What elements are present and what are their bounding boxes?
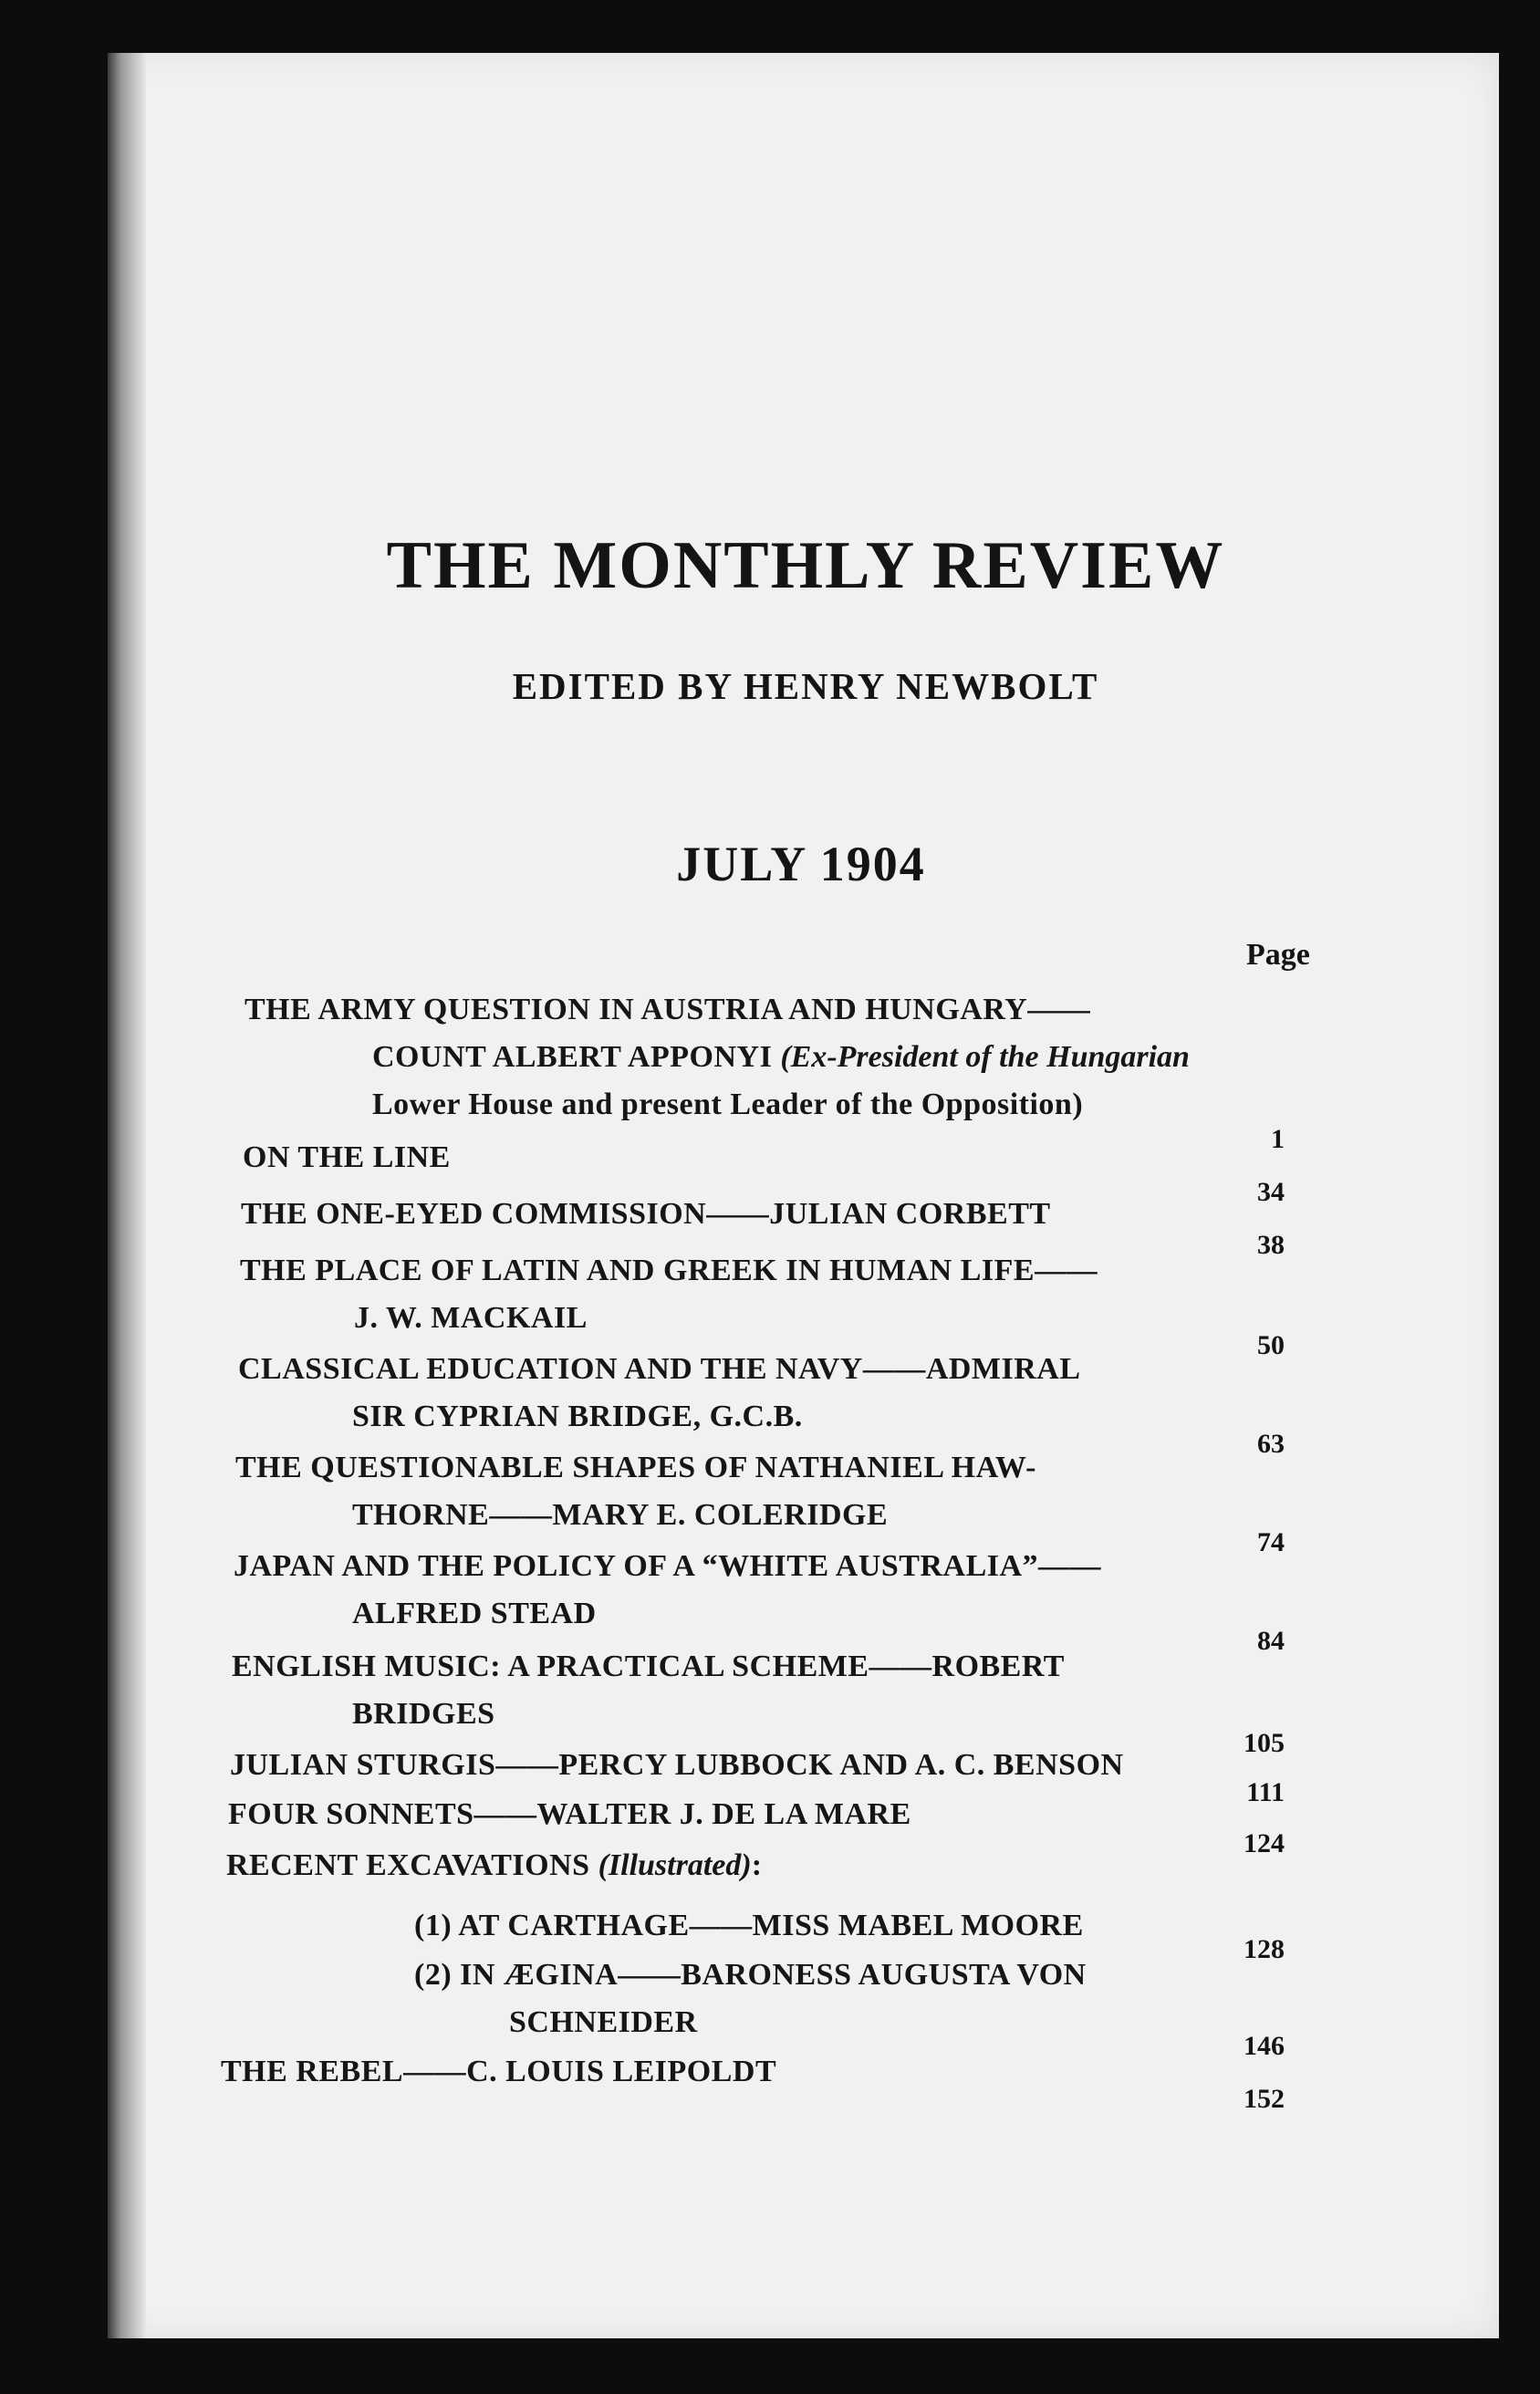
toc-entry-1-note: (Ex-President of the Hungarian bbox=[780, 1040, 1190, 1074]
toc-entry-9-page: 111 bbox=[1246, 1777, 1285, 1807]
page-gutter-shadow bbox=[108, 53, 146, 2338]
toc-entry-4-line-2: J. W. MACKAIL bbox=[354, 1301, 588, 1335]
toc-entry-11-colon: : bbox=[751, 1848, 763, 1882]
toc-entry-2-line-1: ON THE LINE bbox=[243, 1140, 451, 1174]
toc-entry-13-line-2: SCHNEIDER bbox=[509, 2005, 698, 2039]
toc-entry-1-page: 1 bbox=[1271, 1124, 1285, 1154]
journal-title: THE MONTHLY REVIEW bbox=[386, 528, 1225, 603]
issue-date: JULY 1904 bbox=[676, 837, 926, 891]
toc-entry-9-line-1: JULIAN STURGIS——PERCY LUBBOCK AND A. C. BENSON bbox=[230, 1748, 1124, 1782]
toc-entry-7-line-2: ALFRED STEAD bbox=[352, 1597, 597, 1630]
toc-entry-12-line-1: (1) AT CARTHAGE——MISS MABEL MOORE bbox=[414, 1909, 1084, 1942]
editor-line: EDITED BY HENRY NEWBOLT bbox=[512, 665, 1099, 707]
toc-entry-13-page: 146 bbox=[1243, 2031, 1285, 2061]
toc-entry-3-line-1: THE ONE-EYED COMMISSION——JULIAN CORBETT bbox=[241, 1197, 1051, 1231]
toc-entry-6-line-2: THORNE——MARY E. COLERIDGE bbox=[352, 1498, 889, 1532]
toc-entry-14-page: 152 bbox=[1243, 2084, 1285, 2114]
toc-entry-4-line-1: THE PLACE OF LATIN AND GREEK IN HUMAN LIFE—— bbox=[240, 1254, 1098, 1287]
toc-entry-5-line-2: SIR CYPRIAN BRIDGE, G.C.B. bbox=[352, 1400, 803, 1433]
toc-entry-6-page: 74 bbox=[1257, 1527, 1285, 1557]
toc-entry-5-page: 63 bbox=[1257, 1429, 1285, 1459]
toc-entry-11-note: (Illustrated) bbox=[598, 1848, 752, 1882]
toc-entry-4-page: 50 bbox=[1257, 1330, 1285, 1360]
toc-entry-13-line-1: (2) IN ÆGINA——BARONESS AUGUSTA VON bbox=[414, 1958, 1087, 1992]
toc-entry-1-line-1: THE ARMY QUESTION IN AUSTRIA AND HUNGARY—— bbox=[245, 993, 1091, 1026]
toc-entry-8-page: 105 bbox=[1243, 1728, 1285, 1758]
toc-entry-14-line-1: THE REBEL——C. LOUIS LEIPOLDT bbox=[221, 2055, 777, 2088]
toc-entry-6-line-1: THE QUESTIONABLE SHAPES OF NATHANIEL HAW- bbox=[235, 1451, 1036, 1484]
toc-entry-12-page: 128 bbox=[1243, 1934, 1285, 1964]
toc-entry-2-page: 34 bbox=[1257, 1177, 1285, 1207]
toc-entry-8-line-1: ENGLISH MUSIC: A PRACTICAL SCHEME——ROBERT bbox=[232, 1650, 1065, 1683]
toc-entry-8-line-2: BRIDGES bbox=[352, 1697, 495, 1731]
toc-entry-1-author: COUNT ALBERT APPONYI bbox=[372, 1040, 773, 1074]
toc-entry-10-page: 124 bbox=[1243, 1828, 1285, 1858]
toc-entry-1-line-3: Lower House and present Leader of the Opposition) bbox=[372, 1088, 1084, 1121]
toc-entry-10-line-1: FOUR SONNETS——WALTER J. DE LA MARE bbox=[228, 1797, 911, 1831]
toc-entry-7-page: 84 bbox=[1257, 1626, 1285, 1656]
page-column-heading: Page bbox=[1246, 938, 1310, 972]
toc-entry-3-page: 38 bbox=[1257, 1230, 1285, 1260]
book-page bbox=[108, 53, 1499, 2338]
toc-entry-7-line-1: JAPAN AND THE POLICY OF A “WHITE AUSTRALIA”—— bbox=[234, 1549, 1102, 1583]
toc-entry-1-line-2 bbox=[372, 1040, 1190, 1075]
toc-entry-11-line-1 bbox=[226, 1848, 763, 1883]
toc-entry-5-line-1: CLASSICAL EDUCATION AND THE NAVY——ADMIRAL bbox=[238, 1352, 1081, 1386]
toc-entry-11-title: RECENT EXCAVATIONS bbox=[226, 1848, 590, 1882]
